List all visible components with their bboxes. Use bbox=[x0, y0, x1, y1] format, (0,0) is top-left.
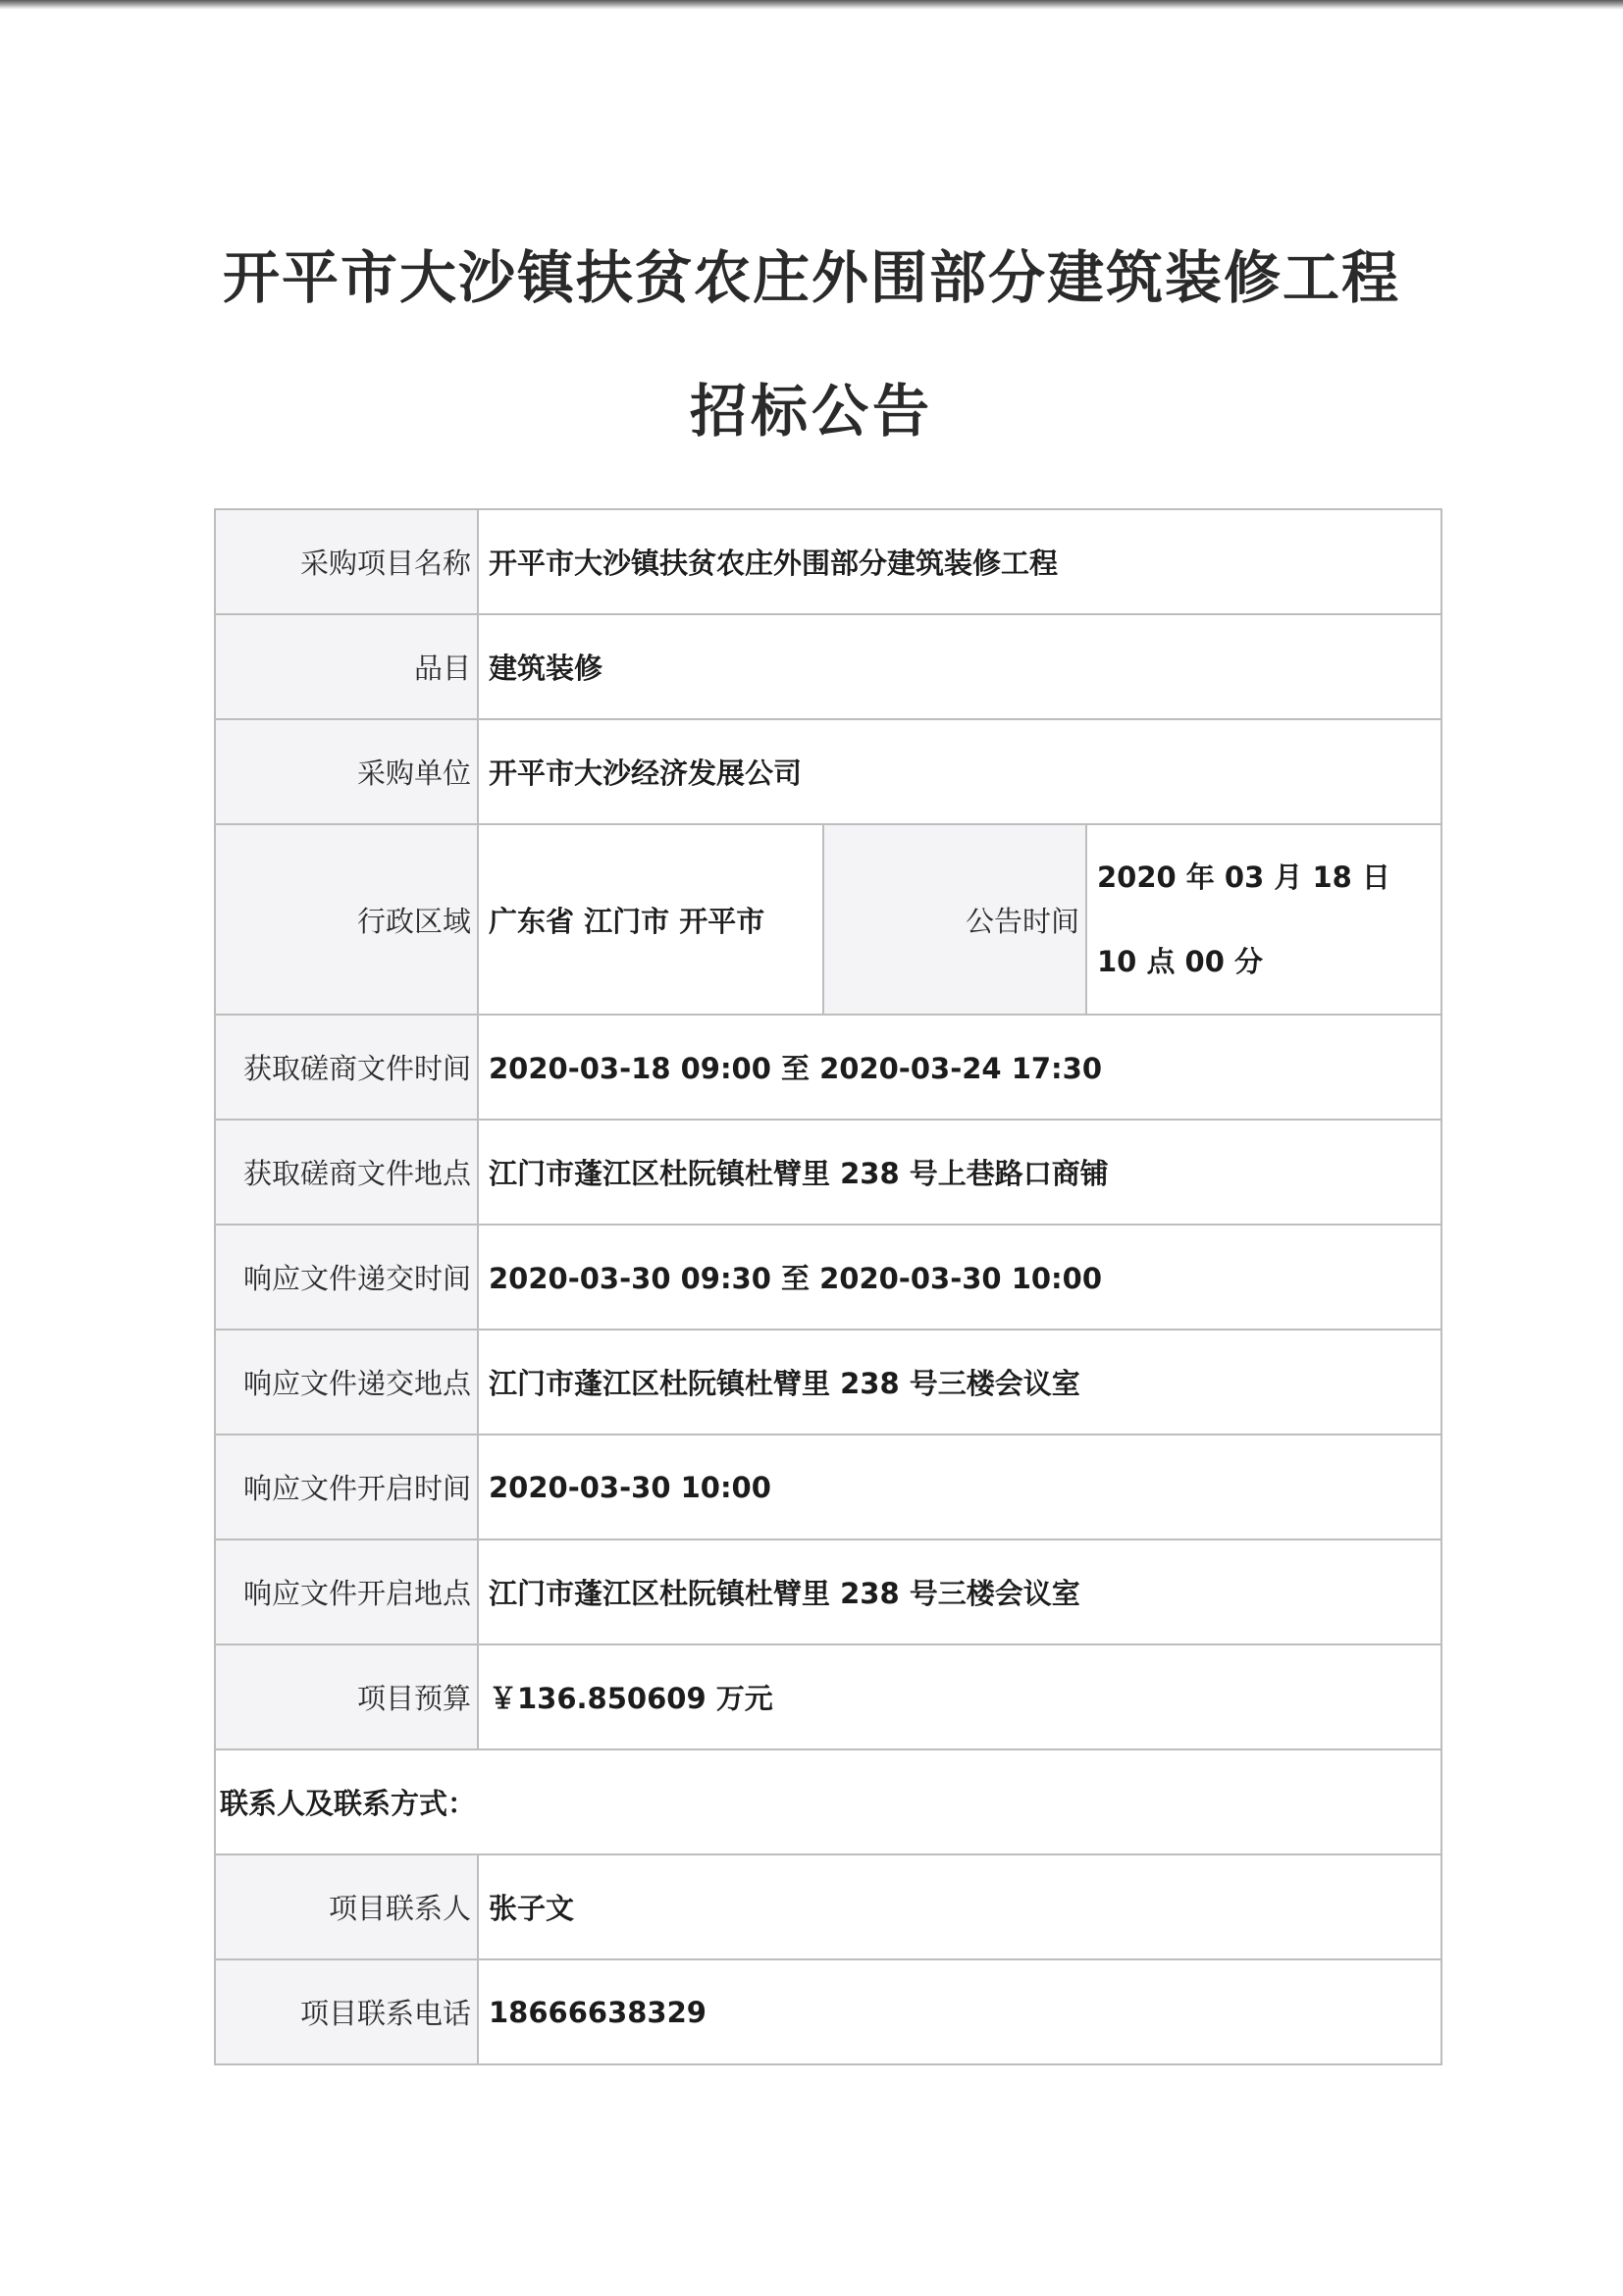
label-submit-place: 响应文件递交地点 bbox=[215, 1330, 478, 1435]
label-project-name: 采购项目名称 bbox=[215, 509, 478, 614]
row-project-name bbox=[215, 509, 1441, 614]
value-region: 广东省 江门市 开平市 bbox=[478, 824, 823, 1015]
row-budget bbox=[215, 1644, 1441, 1749]
row-category bbox=[215, 614, 1441, 719]
label-purchaser: 采购单位 bbox=[215, 719, 478, 824]
value-budget: ￥136.850609 万元 bbox=[478, 1644, 1441, 1749]
value-notice-time bbox=[1086, 824, 1441, 1015]
notice-date: 2020 年 03 月 18 日 bbox=[1097, 861, 1390, 894]
label-region: 行政区域 bbox=[215, 824, 478, 1015]
label-contact-phone: 项目联系电话 bbox=[215, 1959, 478, 2064]
notice-table bbox=[214, 508, 1442, 2065]
label-doc-place: 获取磋商文件地点 bbox=[215, 1120, 478, 1225]
label-notice-time: 公告时间 bbox=[823, 824, 1086, 1015]
label-open-time: 响应文件开启时间 bbox=[215, 1435, 478, 1539]
row-contact-section bbox=[215, 1749, 1441, 1854]
value-category: 建筑装修 bbox=[478, 614, 1441, 719]
value-purchaser: 开平市大沙经济发展公司 bbox=[478, 719, 1441, 824]
row-contact-person bbox=[215, 1854, 1441, 1959]
label-open-place: 响应文件开启地点 bbox=[215, 1539, 478, 1644]
row-region-notice-time bbox=[215, 824, 1441, 1015]
label-doc-time: 获取磋商文件时间 bbox=[215, 1015, 478, 1120]
label-contact-person: 项目联系人 bbox=[215, 1854, 478, 1959]
value-submit-place: 江门市蓬江区杜阮镇杜臂里 238 号三楼会议室 bbox=[478, 1330, 1441, 1435]
row-doc-time bbox=[215, 1015, 1441, 1120]
value-contact-person: 张子文 bbox=[478, 1854, 1441, 1959]
value-doc-place: 江门市蓬江区杜阮镇杜臂里 238 号上巷路口商铺 bbox=[478, 1120, 1441, 1225]
notice-hour: 10 点 00 分 bbox=[1097, 945, 1264, 978]
value-submit-time: 2020-03-30 09:30 至 2020-03-30 10:00 bbox=[478, 1225, 1441, 1330]
label-category: 品目 bbox=[215, 614, 478, 719]
row-submit-place bbox=[215, 1330, 1441, 1435]
contact-section-heading: 联系人及联系方式： bbox=[215, 1749, 1441, 1854]
document-subtitle: 招标公告 bbox=[689, 378, 933, 444]
label-budget: 项目预算 bbox=[215, 1644, 478, 1749]
value-doc-time: 2020-03-18 09:00 至 2020-03-24 17:30 bbox=[478, 1015, 1441, 1120]
row-open-time bbox=[215, 1435, 1441, 1539]
document-title: 开平市大沙镇扶贫农庄外围部分建筑装修工程 bbox=[222, 244, 1400, 311]
value-open-time: 2020-03-30 10:00 bbox=[478, 1435, 1441, 1539]
value-project-name: 开平市大沙镇扶贫农庄外围部分建筑装修工程 bbox=[478, 509, 1441, 614]
value-contact-phone: 18666638329 bbox=[478, 1959, 1441, 2064]
scan-edge bbox=[0, 0, 1623, 10]
row-open-place bbox=[215, 1539, 1441, 1644]
row-contact-phone bbox=[215, 1959, 1441, 2064]
row-purchaser bbox=[215, 719, 1441, 824]
value-open-place: 江门市蓬江区杜阮镇杜臂里 238 号三楼会议室 bbox=[478, 1539, 1441, 1644]
label-submit-time: 响应文件递交时间 bbox=[215, 1225, 478, 1330]
row-submit-time bbox=[215, 1225, 1441, 1330]
row-doc-place bbox=[215, 1120, 1441, 1225]
